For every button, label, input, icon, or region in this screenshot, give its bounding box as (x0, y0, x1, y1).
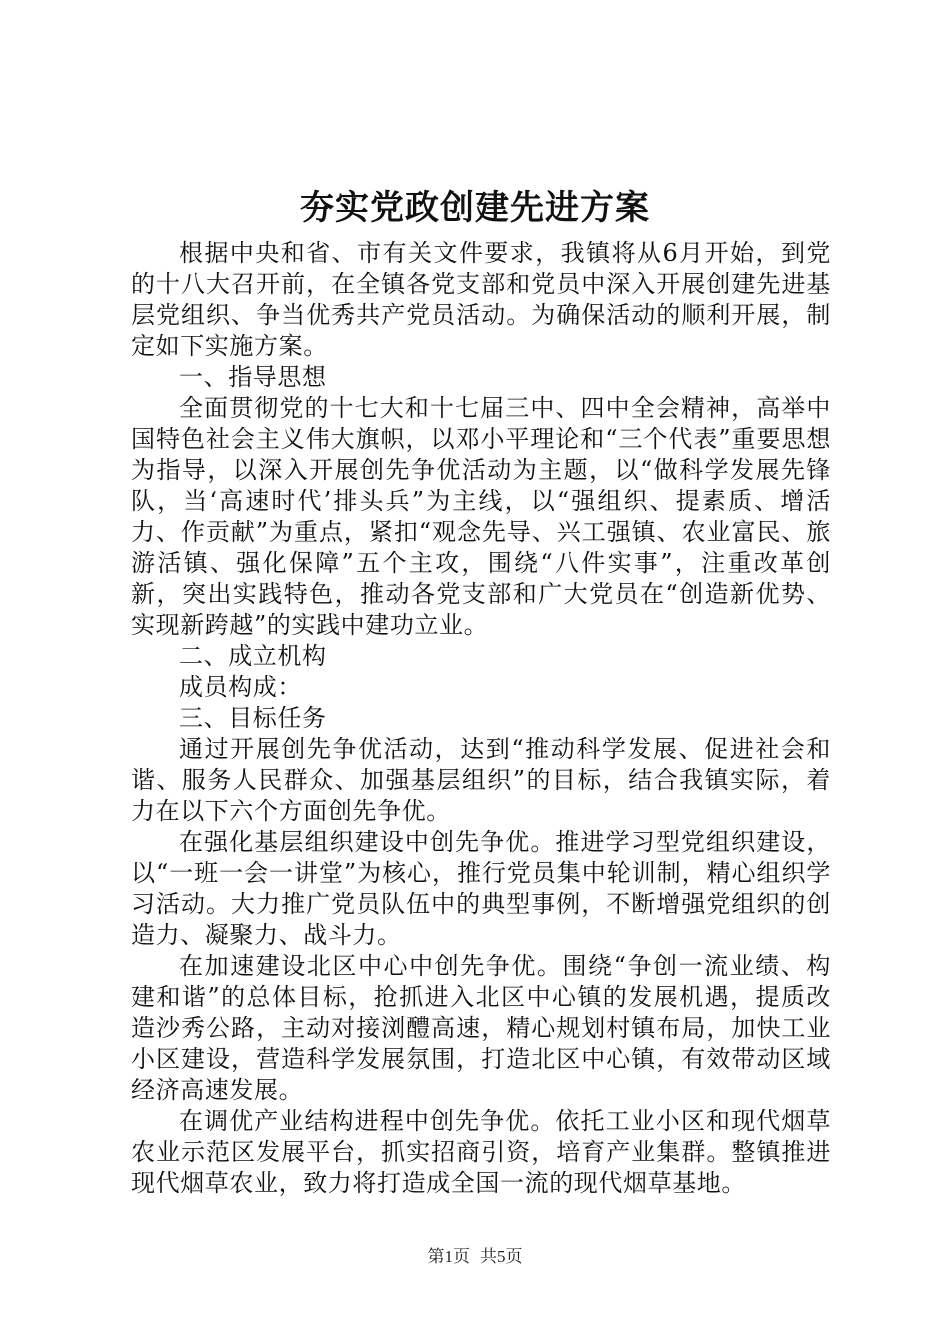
paragraph-guiding-ideology: 全面贯彻党的十七大和十七届三中、四中全会精神，高举中国特色社会主义伟大旗帜，以邓小平理论和“三个代表”重要思想为指导，以深入开展创先争优活动为主题，以“做科学发展先锋队，当‘高速时代’排头兵”为主线，以“强组织、提素质、增活力、作贡献”为重点，紧扣“观念先导、兴工强镇、农业富民、旅游活镇、强化保障”五个主攻，围绕“八件实事”，注重改革创新，突出实践特色，推动各党支部和广大党员在“创造新优势、实现新跨越”的实践中建功立业。 (131, 394, 831, 639)
paragraph-intro: 根据中央和省、市有关文件要求，我镇将从6月开始，到党的十八大召开前，在全镇各党支部和党员中深入开展创建先进基层党组织、争当优秀共产党员活动。为确保活动的顺利开展，制定如下实施方案。 (131, 239, 831, 360)
section-heading-guiding-ideology: 一、指导思想 (179, 363, 327, 391)
document-body (131, 238, 831, 1199)
paragraph-grassroots: 在强化基层组织建设中创先争优。推进学习型党组织建设，以“一班一会一讲堂”为核心，推行党员集中轮训制，精心组织学习活动。大力推广党员队伍中的典型事例，不断增强党组织的创造力、凝聚力、战斗力。 (131, 828, 831, 949)
section-heading-organization: 二、成立机构 (179, 642, 327, 670)
paragraph-members: 成员构成： (179, 673, 302, 701)
document-title: 夯实党政创建先进方案 (300, 188, 650, 228)
page-number: 第1页 (427, 1247, 470, 1266)
paragraph-north-center: 在加速建设北区中心中创先争优。围绕“争创一流业绩、构建和谐”的总体目标，抢抓进入北区中心镇的发展机遇，提质改造沙秀公路，主动对接浏醴高速，精心规划村镇布局，加快工业小区建设，营造科学发展氛围，打造北区中心镇，有效带动区域经济高速发展。 (131, 952, 831, 1104)
section-heading-goals: 三、目标任务 (179, 704, 327, 732)
paragraph-industry: 在调优产业结构进程中创先争优。依托工业小区和现代烟草农业示范区发展平台，抓实招商引资，培育产业集群。整镇推进现代烟草农业，致力将打造成全国一流的现代烟草基地。 (131, 1107, 831, 1197)
paragraph-goals: 通过开展创先争优活动，达到“推动科学发展、促进社会和谐、服务人民群众、加强基层组织”的目标，结合我镇实际，着力在以下六个方面创先争优。 (131, 735, 831, 825)
page-total: 共5页 (480, 1247, 523, 1266)
page-footer (0, 1242, 950, 1267)
